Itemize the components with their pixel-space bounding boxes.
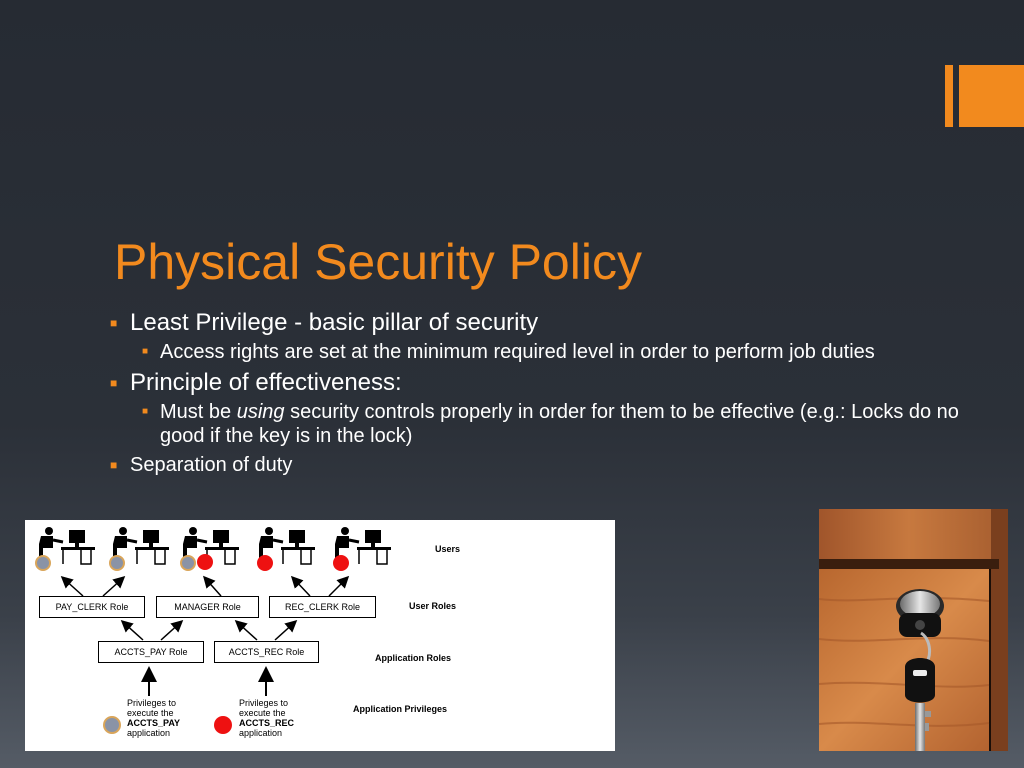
bullet-marker-icon: ■ [142, 406, 149, 417]
bullet-marker-icon: ■ [110, 316, 118, 330]
privilege-line: application [127, 728, 171, 738]
bullet-list [110, 308, 980, 480]
accent-bar-block [959, 65, 1024, 127]
role-box-pay-clerk: PAY_CLERK Role [39, 596, 145, 618]
bullet-effectiveness [110, 368, 980, 398]
bullet-marker-icon: ■ [142, 346, 149, 357]
bullet-separation-of-duty [110, 452, 980, 478]
rec-privilege-dot [197, 554, 213, 570]
privilege-line: application [239, 728, 283, 738]
privilege-line: Privileges to [239, 698, 289, 708]
sub-bullet-must-be-using [142, 400, 960, 448]
privilege-text-pay [127, 698, 180, 738]
sub-bullet-access-rights [142, 340, 960, 364]
sub-bullet-prefix: Must be [160, 401, 237, 423]
role-box-manager: MANAGER Role [156, 596, 259, 618]
rec-privilege-dot [333, 555, 349, 571]
privilege-app-name: ACCTS_REC [239, 718, 295, 728]
row-label-application-roles: Application Roles [375, 653, 452, 663]
pay-privilege-dot [181, 556, 195, 570]
pay-privilege-dot [110, 556, 124, 570]
role-box-accts-pay: ACCTS_PAY Role [98, 641, 204, 663]
role-diagram [25, 520, 615, 751]
pay-legend-dot [104, 717, 120, 733]
rec-legend-dot [214, 716, 232, 734]
privilege-line: execute the [239, 708, 286, 718]
role-box-accts-rec: ACCTS_REC Role [214, 641, 319, 663]
privilege-text-rec [239, 698, 294, 738]
bullet-marker-icon: ■ [110, 458, 118, 472]
rec-privilege-dot [257, 555, 273, 571]
accent-bar-thin [945, 65, 953, 127]
slide-title: Physical Security Policy [114, 234, 642, 290]
privilege-line: execute the [127, 708, 174, 718]
sub-bullet-suffix: security controls properly in order for them to be effective (e.g.: Locks do no good if the key is in the lock) [160, 401, 959, 447]
row-label-users: Users [435, 544, 461, 554]
key-lock-illustration [819, 509, 1008, 751]
privilege-app-name: ACCTS_PAY [127, 718, 181, 728]
row-label-application-privileges: Application Privileges [353, 704, 448, 714]
bullet-marker-icon: ■ [110, 376, 118, 390]
key-in-lock-photo [819, 509, 1008, 751]
role-diagram-graphics [25, 520, 615, 751]
role-box-rec-clerk: REC_CLERK Role [269, 596, 376, 618]
row-label-user-roles: User Roles [409, 601, 457, 611]
sub-bullet-emphasis: using [236, 401, 285, 423]
bullet-text: Least Privilege - basic pillar of security [130, 309, 539, 336]
sub-bullet-text: Access rights are set at the minimum required level in order to perform job duties [160, 341, 875, 363]
bullet-text: Separation of duty [130, 454, 293, 476]
bullet-least-privilege [110, 308, 980, 338]
privilege-line: Privileges to [127, 698, 177, 708]
bullet-text: Principle of effectiveness: [130, 369, 402, 396]
pay-privilege-dot [36, 556, 50, 570]
